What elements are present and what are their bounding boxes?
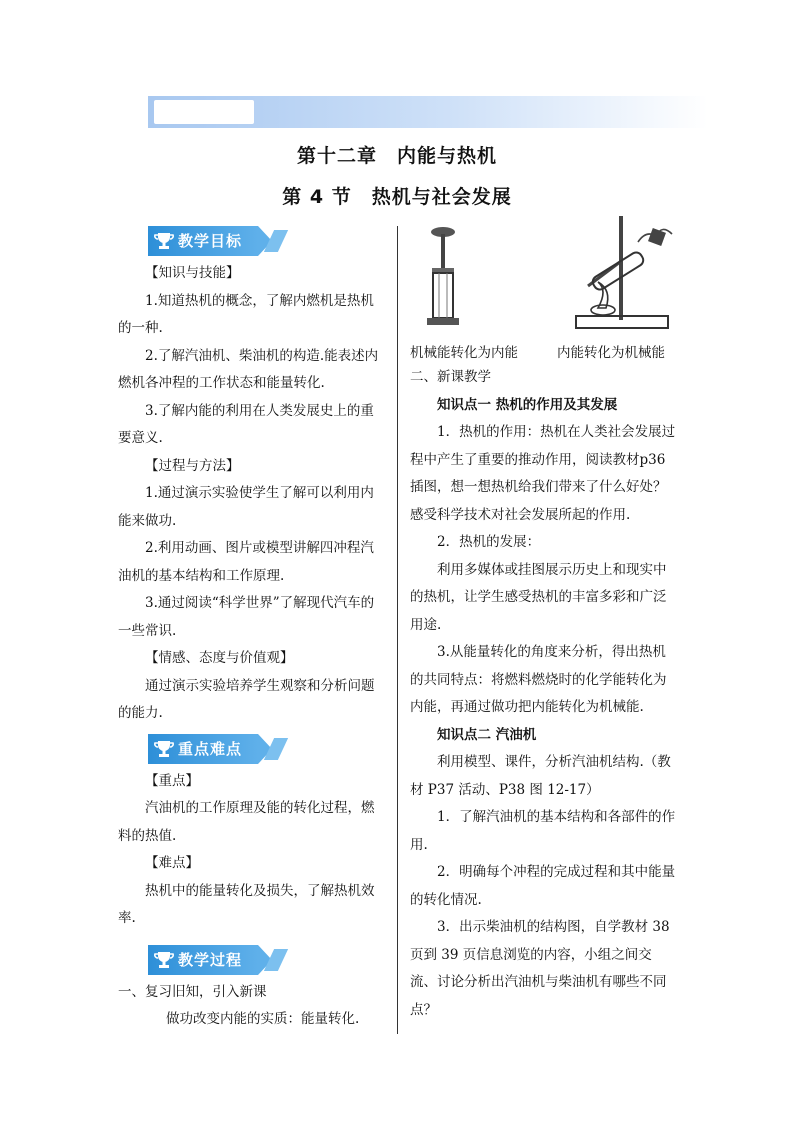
- fire-syringe-figure: [418, 218, 468, 330]
- knowledge-item-3: 3.了解内能的利用在人类发展史上的重要意义.: [118, 402, 374, 446]
- knowledge-item-2: 2.了解汽油机、柴油机的构造.能表述内燃机各冲程的工作状态和能量转化.: [118, 347, 379, 391]
- right-column: [410, 364, 676, 1024]
- chapter-title: 第十二章 内能与热机: [296, 145, 497, 167]
- diesel-comparison: 3．出示柴油机的结构图，自学教材 38 页到 39 页信息浏览的内容，小组之间交流、讨论分析出汽油机与柴油机有哪些不同点？: [410, 919, 670, 1018]
- process-heading: 【过程与方法】: [145, 457, 240, 474]
- banner-blank-label: [154, 100, 254, 124]
- multimedia-display: 利用多媒体或挂图展示历史上和现实中的热机，让学生感受热机的丰富多彩和广泛用途.: [410, 561, 667, 633]
- key-heading: 【重点】: [145, 772, 199, 789]
- header-process-text: 教学过程: [178, 950, 243, 969]
- process-item-1: 1.通过演示实验使学生了解可以利用内能来做功.: [118, 485, 374, 529]
- knowledge-point-2: 知识点二 汽油机: [437, 726, 537, 743]
- key-text: 汽油机的工作原理及能的转化过程，燃料的热值.: [118, 800, 375, 844]
- stroke-item: 2．明确每个冲程的完成过程和其中能量的转化情况.: [410, 864, 676, 908]
- trophy-icon: [152, 948, 176, 972]
- section-header-process: [148, 945, 284, 975]
- knowledge-item-1: 1.知道热机的概念，了解内燃机是热机的一种.: [118, 292, 374, 336]
- caption-internal-to-mechanical: 内能转化为机械能: [557, 345, 665, 361]
- left-column: [118, 226, 384, 1034]
- energy-conversion-analysis: 3.从能量转化的角度来分析，得出热机的共同特点：将燃料燃烧时的化学能转化为内能，再通过做功把内能转化为机械能.: [410, 644, 667, 715]
- section-header-key-points: [148, 734, 284, 764]
- knowledge-point-1: 知识点一 热机的作用及其发展: [437, 396, 618, 413]
- process-item-3: 3.通过阅读“科学世界”了解现代汽车的一些常识.: [118, 595, 375, 639]
- knowledge-heading: 【知识与技能】: [145, 265, 240, 281]
- heat-engine-development: 2．热机的发展：: [437, 534, 541, 550]
- structure-item: 1．了解汽油机的基本结构和各部件的作用.: [410, 809, 676, 853]
- heat-engine-role: 1．热机的作用：热机在人类社会发展过程中产生了重要的推动作用，阅读教材p36 插图，想一想热机给我们带来了什么好处？感受科学技术对社会发展所起的作用.: [410, 424, 676, 523]
- top-banner: [148, 96, 708, 128]
- emotion-item-1: 通过演示实验培养学生观察和分析问题的能力.: [118, 677, 375, 721]
- header-key-points-text: 重点难点: [178, 739, 243, 758]
- model-analysis: 利用模型、课件，分析汽油机结构.（教材 P37 活动、P38 图 12-17）: [410, 754, 671, 798]
- review-heading: 一、复习旧知，引入新课: [118, 983, 267, 1000]
- steam-tube-figure: [568, 212, 680, 334]
- trophy-icon: [152, 229, 176, 253]
- trophy-icon: [152, 737, 176, 761]
- caption-mechanical-to-internal: 机械能转化为内能: [410, 345, 518, 361]
- review-text: 做功改变内能的实质：能量转化.: [166, 1011, 360, 1027]
- section-title: 第 4 节 热机与社会发展: [282, 186, 512, 208]
- new-lesson-heading: 二、新课教学: [410, 369, 491, 385]
- section-header-objectives: [148, 226, 284, 256]
- emotion-heading: 【情感、态度与价值观】: [145, 650, 294, 666]
- column-divider: [397, 226, 398, 1034]
- process-item-2: 2.利用动画、图片或模型讲解四冲程汽油机的基本结构和工作原理.: [118, 540, 374, 584]
- difficulty-text: 热机中的能量转化及损失，了解热机效率.: [118, 882, 375, 926]
- difficulty-heading: 【难点】: [145, 855, 199, 871]
- header-objectives-text: 教学目标: [178, 232, 243, 250]
